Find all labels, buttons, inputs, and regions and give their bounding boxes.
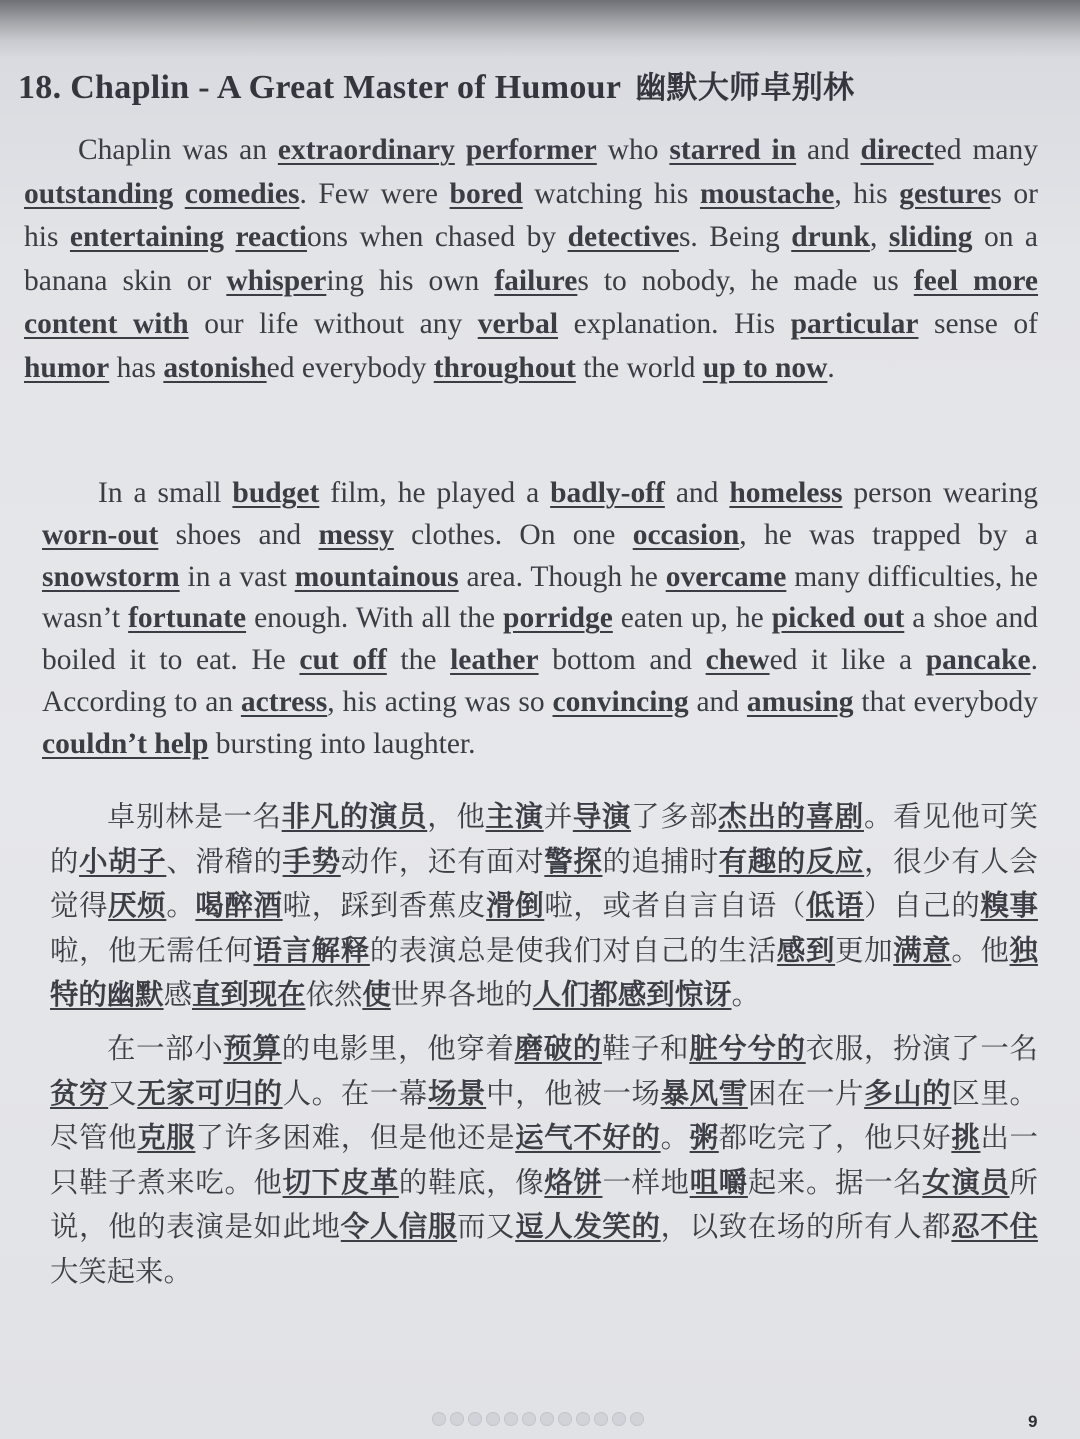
vocab-term: 脏兮兮的 <box>689 1032 806 1065</box>
vocab-term: starred in <box>669 134 797 166</box>
vocab-term: 预算 <box>223 1032 282 1065</box>
top-edge-shadow <box>0 0 1080 58</box>
vocab-term: 主演 <box>485 800 544 833</box>
vocab-term: 女演员 <box>922 1165 1010 1199</box>
vocab-term: convincing <box>552 685 689 718</box>
vocab-term: extraordinary <box>277 134 455 166</box>
vocab-term: 忍不住 <box>951 1210 1038 1244</box>
vocab-term: feel more content with <box>24 264 1038 341</box>
vocab-term: astonish <box>163 351 267 384</box>
vocab-term: verbal <box>477 308 559 341</box>
watermark <box>432 1408 652 1430</box>
vocab-term: throughout <box>433 351 576 384</box>
vocab-term: picked out <box>771 602 905 635</box>
chinese-paragraph-2: 在一部小预算的电影里，他穿着磨破的鞋子和脏兮兮的衣服，扮演了一名贫穷又无家可归的人。在一幕场景中，他被一场暴风雪困在一片多山的区里。尽管他克服了许多困难，但是他还是运气不好的。粥都吃完了，他只好挑出一只鞋子煮来吃。他切下皮革的鞋底，像烙饼一样地咀嚼起来。据一名女演员所说，他的表演是如此地令人信服而又逗人发笑的，以致在场的所有人都忍不住大笑起来。 <box>50 1032 1038 1288</box>
vocab-term: failure <box>494 264 578 297</box>
vocab-term: 小胡子 <box>79 844 167 878</box>
vocab-term: porridge <box>503 602 613 635</box>
vocab-term: 有趣的反应 <box>718 844 865 878</box>
vocab-term: overcame <box>665 560 787 593</box>
vocab-term: 低语 <box>805 889 865 923</box>
vocab-term: 令人信服 <box>340 1210 458 1244</box>
vocab-term: chew <box>705 644 770 677</box>
vocab-term: 满意 <box>893 933 952 967</box>
vocab-term: 厌烦 <box>108 889 167 923</box>
chinese-paragraph-1: 卓别林是一名非凡的演员，他主演并导演了多部杰出的喜剧。看见他可笑的小胡子、滑稽的手势动作，还有面对警探的追捕时有趣的反应，很少有人会觉得厌烦。喝醉酒啦，踩到香蕉皮滑倒啦，或者自言自语（低语）自己的糗事啦，他无需任何语言解释的表演总是使我们对自己的生活感到更加满意。他独特的幽默感直到现在依然使世界各地的人们都感到惊讶。 <box>50 800 1038 1012</box>
vocab-term: 无家可归的 <box>137 1076 283 1110</box>
vocab-term: 磨破的 <box>514 1032 602 1065</box>
vocab-term: bored <box>449 177 523 210</box>
vocab-term: 咀嚼 <box>689 1165 748 1199</box>
vocab-term: snowstorm <box>42 560 180 593</box>
vocab-term: 手势 <box>282 844 341 878</box>
vocab-term: messy <box>318 518 394 551</box>
vocab-term: 人们都感到惊讶 <box>532 978 732 1012</box>
vocab-term: mountainous <box>294 560 459 593</box>
vocab-term: entertaining <box>69 221 224 254</box>
vocab-term: 贫穷 <box>50 1076 109 1110</box>
vocab-term: 滑倒 <box>486 889 545 923</box>
vocab-term: 挑 <box>951 1121 981 1155</box>
vocab-term: sliding <box>888 221 973 254</box>
title-chinese: 幽默大师卓别林 <box>635 70 855 106</box>
vocab-term: actress <box>240 685 328 718</box>
vocab-term: leather <box>450 644 539 677</box>
vocab-term: 杰出的喜剧 <box>718 800 864 833</box>
vocab-term: gesture <box>899 177 991 210</box>
lesson-title <box>18 62 1068 107</box>
vocab-term: fortunate <box>128 602 247 635</box>
vocab-term: 警探 <box>544 844 603 878</box>
vocab-term: 喝醉酒 <box>195 889 283 923</box>
vocab-term: couldn’t help <box>42 727 209 760</box>
vocab-term: 切下皮革 <box>282 1165 399 1199</box>
vocab-term: outstanding <box>24 177 174 210</box>
vocab-term: reacti <box>235 221 307 254</box>
vocab-term: badly-off <box>550 477 665 509</box>
vocab-term: performer <box>465 134 597 166</box>
vocab-term: 烙饼 <box>544 1165 603 1199</box>
vocab-term: 直到现在 <box>191 978 306 1012</box>
vocab-term: 克服 <box>137 1121 196 1155</box>
vocab-term: 逗人发笑的 <box>515 1210 661 1244</box>
vocab-term: particular <box>790 308 919 341</box>
vocab-term: direct <box>860 134 934 166</box>
vocab-term: amusing <box>746 685 854 718</box>
vocab-term: 多山的 <box>864 1076 952 1110</box>
vocab-term: 独特的幽默 <box>50 933 1038 1012</box>
vocab-term: drunk <box>791 221 870 254</box>
vocab-term: comedies <box>184 177 300 210</box>
vocab-term: occasion <box>632 518 740 551</box>
vocab-term: up to now <box>702 351 828 384</box>
vocab-term: 非凡的演员 <box>281 800 428 833</box>
vocab-term: detective <box>567 221 679 254</box>
vocab-term: homeless <box>729 477 843 509</box>
vocab-term: moustache <box>699 177 835 210</box>
vocab-term: 粥 <box>689 1121 719 1155</box>
english-paragraph-1: Chaplin was an extraordinary performer who starred in and directed many outstanding comedies. Few were bored watching his moustache, his gestures or his entertaining reactions when chased by detectives. Being drunk, sliding on a banana skin or whispering his own failures to nobody, he made us feel more content with our life without any verbal explanation. His particular sense of humor has astonished everybody throughout the world up to now. <box>24 134 1039 384</box>
vocab-term: 感到 <box>776 933 836 967</box>
page-number: 9 <box>1028 1412 1038 1431</box>
vocab-term: 导演 <box>572 800 632 833</box>
vocab-term: worn-out <box>42 518 159 551</box>
vocab-term: 糗事 <box>980 889 1038 923</box>
vocab-term: cut off <box>299 644 387 677</box>
vocab-term: budget <box>232 477 320 509</box>
vocab-term: pancake <box>925 644 1031 677</box>
vocab-term: 使 <box>362 978 391 1012</box>
vocab-term: 场景 <box>427 1076 487 1110</box>
vocab-term: 暴风雪 <box>660 1076 748 1110</box>
title-english: 18. Chaplin - A Great Master of Humour <box>18 69 622 106</box>
vocab-term: whisper <box>226 264 327 297</box>
english-paragraph-2: In a small budget film, he played a badly-off and homeless person wearing worn-out shoes and messy clothes. On one occasion, he was trapped by a snowstorm in a vast mountainous area. Though he overcame many difficulties, he wasn’t fortunate enough. With all the porridge eaten up, he picked out a shoe and boiled it to eat. He cut off the leather bottom and chewed it like a pancake. According to an actress, his acting was so convincing and amusing that everybody couldn’t help bursting into laughter. <box>42 477 1039 760</box>
vocab-term: humor <box>24 351 110 384</box>
vocab-term: 语言解释 <box>253 933 370 967</box>
vocab-term: 运气不好的 <box>515 1121 661 1155</box>
